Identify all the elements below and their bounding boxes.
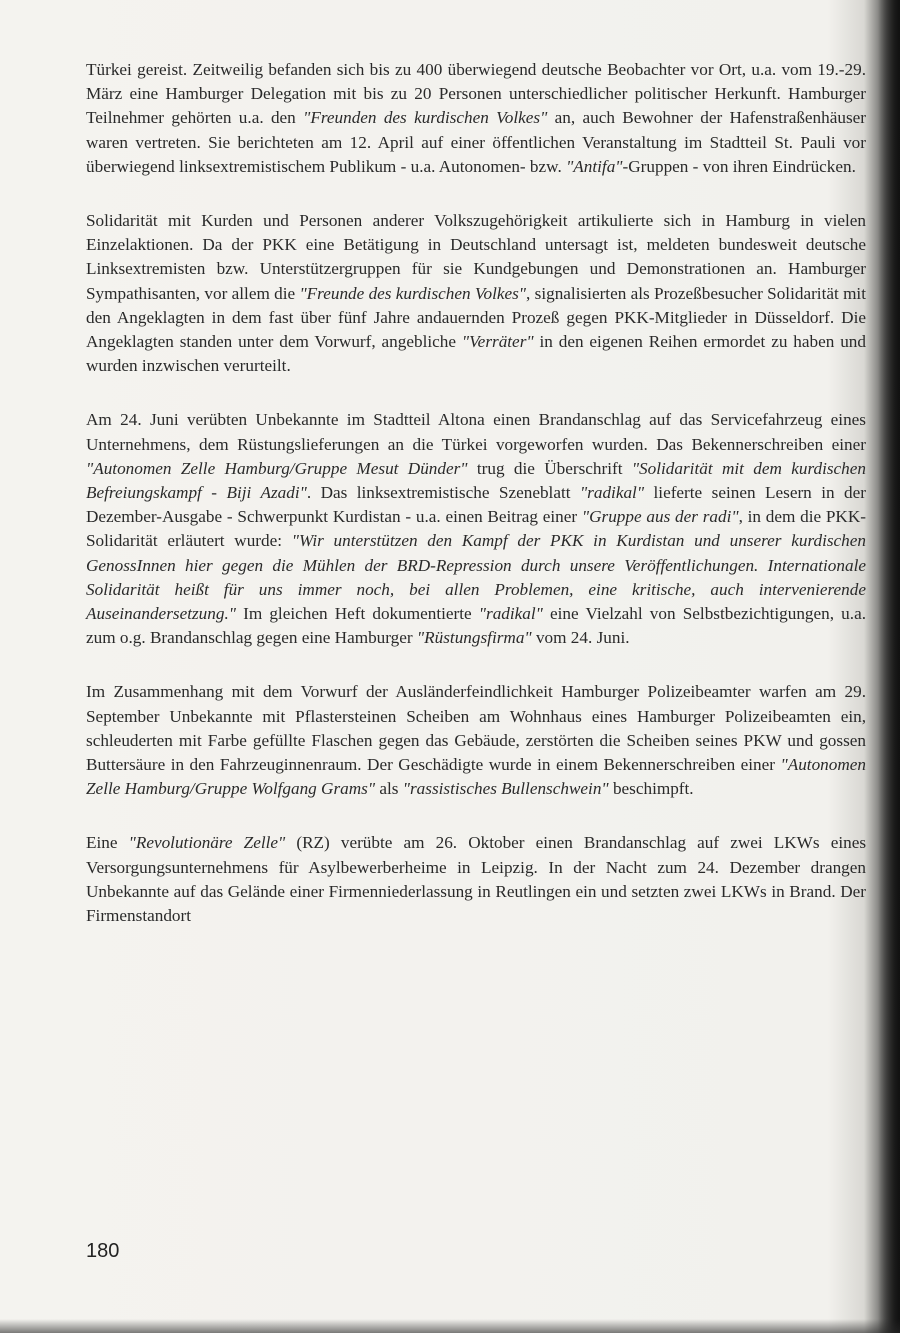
text-run: trug die Überschrift xyxy=(467,458,632,478)
text-run: -Gruppen - von ihren Eindrücken. xyxy=(622,156,856,176)
paragraph xyxy=(86,408,866,650)
paragraph xyxy=(86,58,866,179)
paragraph xyxy=(86,831,866,928)
text-run: lieferte seinen Lesern in der Dezember-Ausgabe - Schwerpunkt Kurdistan - u.a. einen Beitrag einer xyxy=(86,483,866,527)
page-number: 180 xyxy=(86,1240,120,1262)
text-run: vom 24. Juni. xyxy=(531,628,630,648)
text-run: , signalisierten als Prozeßbesucher Solidarität mit den Angeklagten in dem fast über fünf Jahre andauernden Prozeß gegen PKK-Mitglieder in Düsseldorf. Die Angeklagten standen unter dem Vorwurf, angebliche xyxy=(86,283,866,352)
text-run: Türkei gereist. Zeitweilig befanden sich bis zu 400 überwiegend deutsche Beobachter vor Ort, u.a. vom 19.-29. März eine Hamburger Delegation mit bis zu 20 Personen unterschiedlicher politischer Herkunft. Hamburger Teilnehmer gehörten u.a. den xyxy=(86,60,866,128)
quoted-term-italic: "Antifa" xyxy=(566,156,623,176)
quoted-term-italic: "Verräter" xyxy=(461,332,534,352)
text-run: beschimpft. xyxy=(608,779,694,799)
text-run: eine Vielzahl von Selbstbezichtigungen, u.a. zum o.g. Brandanschlag gegen eine Hamburger xyxy=(86,604,866,648)
text-run: Eine xyxy=(86,833,129,853)
text-run: Im gleichen Heft dokumentierte xyxy=(235,604,479,624)
paragraph xyxy=(86,209,866,378)
quoted-term-italic: "radikal" xyxy=(579,483,645,503)
book-spine-shadow xyxy=(878,0,900,1333)
page-bottom-edge xyxy=(0,1319,900,1333)
quoted-term-italic: "Solidarität mit dem kurdischen Befreiungskampf - Biji Azadi" xyxy=(86,458,866,503)
text-run: an, auch Bewohner der Hafenstraßenhäuser waren vertreten. Sie berichteten am 12. April auf einer öffentlichen Veranstaltung im Stadtteil St. Pauli vor überwiegend linksextremistischem Publikum - u.a. Autonomen- bzw. xyxy=(86,108,866,176)
quoted-term-italic: "Freunden des kurdischen Volkes" xyxy=(303,108,548,128)
quoted-term-italic: "Autonomen Zelle Hamburg/Gruppe Mesut Dünder" xyxy=(86,458,468,478)
page-body xyxy=(86,58,866,928)
text-run: , in dem die PKK-Solidarität erläutert wurde: xyxy=(86,507,866,551)
quoted-term-italic: "radikal" xyxy=(478,604,543,624)
text-run: als xyxy=(375,779,403,799)
quoted-term-italic: "rassistisches Bullenschwein" xyxy=(402,779,609,799)
text-run: Im Zusammenhang mit dem Vorwurf der Ausländerfeindlichkeit Hamburger Polizeibeamter warfen am 29. September Unbekannte mit Pflastersteinen Scheiben am Wohnhaus eines Hamburger Polizeibeamten ein, schleuderten mit Farbe gefüllte Flaschen gegen das Gebäude, zerstörten die Scheiben seines PKW und gossen Buttersäure in den Fahrzeuginnenraum. Der Geschädigte wurde in einem Bekennerschreiben einer xyxy=(86,682,866,775)
paragraph xyxy=(86,680,866,801)
text-run: in den eigenen Reihen ermordet zu haben und wurden inzwischen verurteilt. xyxy=(86,332,866,376)
quoted-term-italic: "Autonomen Zelle Hamburg/Gruppe Wolfgang Grams" xyxy=(86,755,866,799)
quoted-term-italic: "Wir unterstützen den Kampf der PKK in Kurdistan und unserer kurdischen GenossInnen hier gegen die Mühlen der BRD-Repression durch unsere Veröffentlichungen. Internationale Solidarität heißt für uns immer noch, bei allen Problemen, eine kritische, auch intervenierende Auseinandersetzung." xyxy=(86,531,866,624)
text-run: . Das linksextremistische Szeneblatt xyxy=(306,483,580,503)
text-run: (RZ) verübte am 26. Oktober einen Brandanschlag auf zwei LKWs eines Versorgungsunternehmens für Asylbewerberheime in Leipzig. In der Nacht zum 24. Dezember drangen Unbekannte auf das Gelände einer Firmenniederlassung in Reutlingen ein und setzten zwei LKWs in Brand. Der Firmenstandort xyxy=(86,833,867,926)
text-run: Am 24. Juni verübten Unbekannte im Stadtteil Altona einen Brandanschlag auf das Servicefahrzeug eines Unternehmens, dem Rüstungslieferungen an die Türkei vorgeworfen wurden. Das Bekennerschreiben einer xyxy=(86,410,866,454)
quoted-term-italic: "Rüstungsfirma" xyxy=(416,628,532,648)
quoted-term-italic: "Freunde des kurdischen Volkes" xyxy=(299,283,527,303)
quoted-term-italic: "Revolutionäre Zelle" xyxy=(128,833,286,853)
quoted-term-italic: "Gruppe aus der radi" xyxy=(581,507,739,527)
text-run: Solidarität mit Kurden und Personen anderer Volkszugehörigkeit artikulierte sich in Hamburg in vielen Einzelaktionen. Da der PKK eine Betätigung in Deutschland untersagt ist, meldeten bundesweit deutsche Linksextremisten bzw. Unterstützergruppen für sie Kundgebungen und Demonstrationen an. Hamburger Sympathisanten, vor allem die xyxy=(86,211,866,303)
